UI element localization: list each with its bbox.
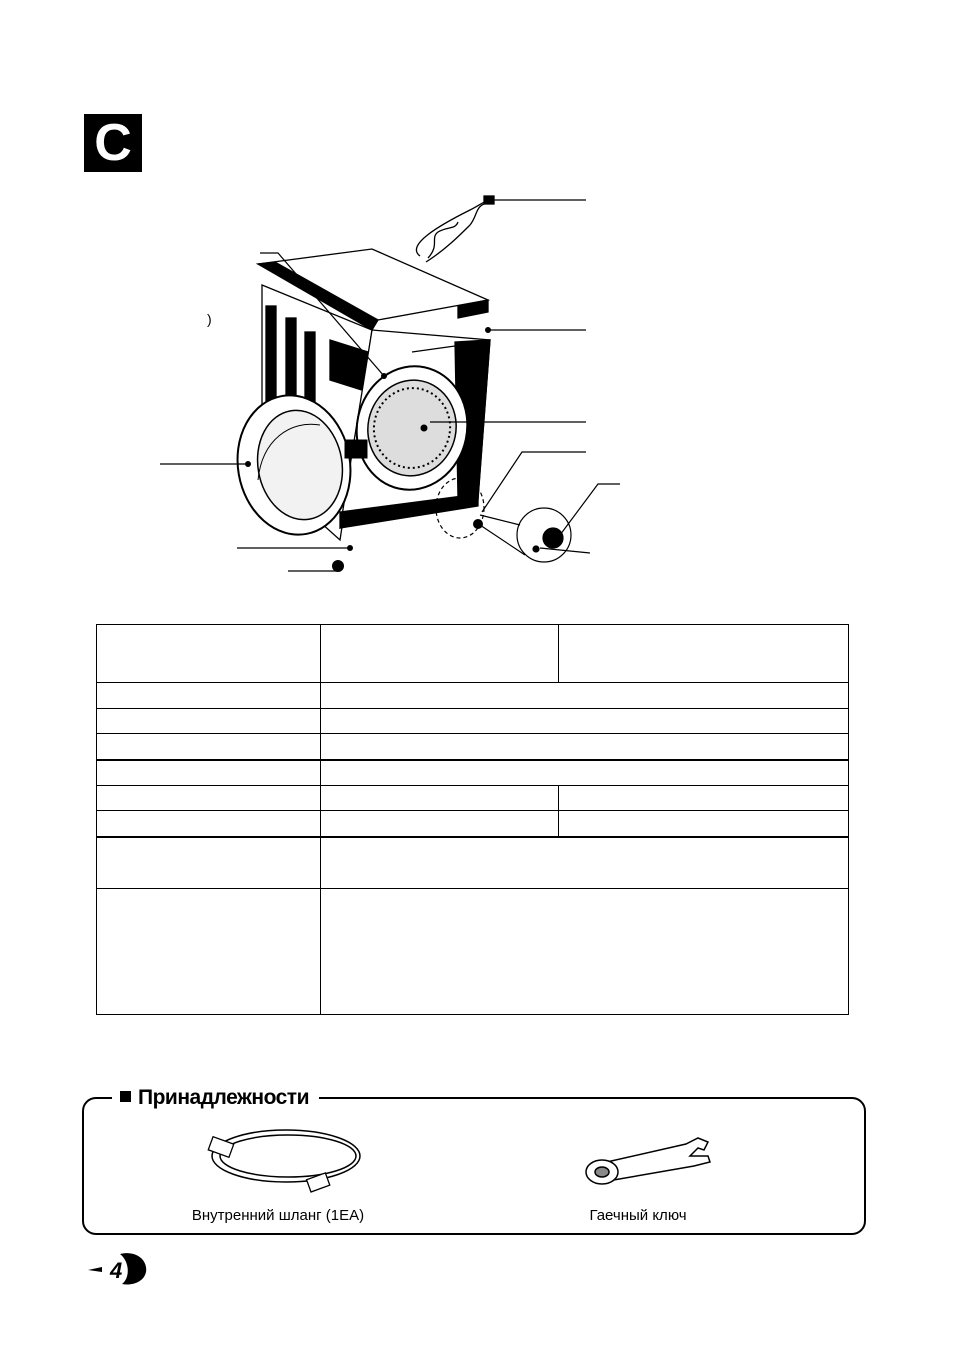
table-cell <box>97 889 321 1015</box>
table-cell <box>97 786 321 811</box>
table-cell <box>320 786 559 811</box>
table-row <box>97 837 849 889</box>
table-cell <box>97 811 321 837</box>
accessory-caption: Внутренний шланг (1EA) <box>191 1207 365 1224</box>
table-cell <box>559 811 849 837</box>
table-cell <box>320 811 559 837</box>
table-cell <box>559 786 849 811</box>
table-cell <box>320 889 848 1015</box>
section-letter-badge: C <box>84 114 142 172</box>
table-cell <box>97 760 321 786</box>
table-row <box>97 760 849 786</box>
table-cell <box>97 625 321 683</box>
page-number: 4 <box>110 1258 123 1283</box>
adjustable-feet <box>332 519 483 572</box>
table-row <box>97 709 849 734</box>
inlet-hose-icon <box>188 1118 368 1202</box>
table-cell <box>320 837 848 889</box>
accessory-spanner <box>538 1126 738 1224</box>
washing-machine-diagram <box>0 180 954 590</box>
bullet-square-icon <box>120 1091 131 1102</box>
table-cell <box>320 760 848 786</box>
table-row <box>97 889 849 1015</box>
page-number-badge <box>86 1248 152 1291</box>
table-cell <box>320 625 559 683</box>
accessories-title-text: Принадлежности <box>138 1086 309 1109</box>
table-cell <box>320 734 848 760</box>
table-row <box>97 625 849 683</box>
table-cell <box>559 625 849 683</box>
table-cell <box>320 709 848 734</box>
spec-table <box>96 624 849 1015</box>
table-cell <box>97 837 321 889</box>
table-row <box>97 683 849 709</box>
table-cell <box>320 683 848 709</box>
accessory-caption: Гаечный ключ <box>589 1207 687 1224</box>
power-cord-icon <box>416 196 494 262</box>
table-row <box>97 811 849 837</box>
table-row <box>97 786 849 811</box>
stray-paren: ) <box>207 311 212 327</box>
accessories-title <box>112 1084 319 1112</box>
accessory-inlet-hose <box>168 1118 388 1224</box>
spanner-icon <box>558 1126 718 1202</box>
table-row <box>97 734 849 760</box>
table-cell <box>97 683 321 709</box>
table-cell <box>97 709 321 734</box>
table-cell <box>97 734 321 760</box>
